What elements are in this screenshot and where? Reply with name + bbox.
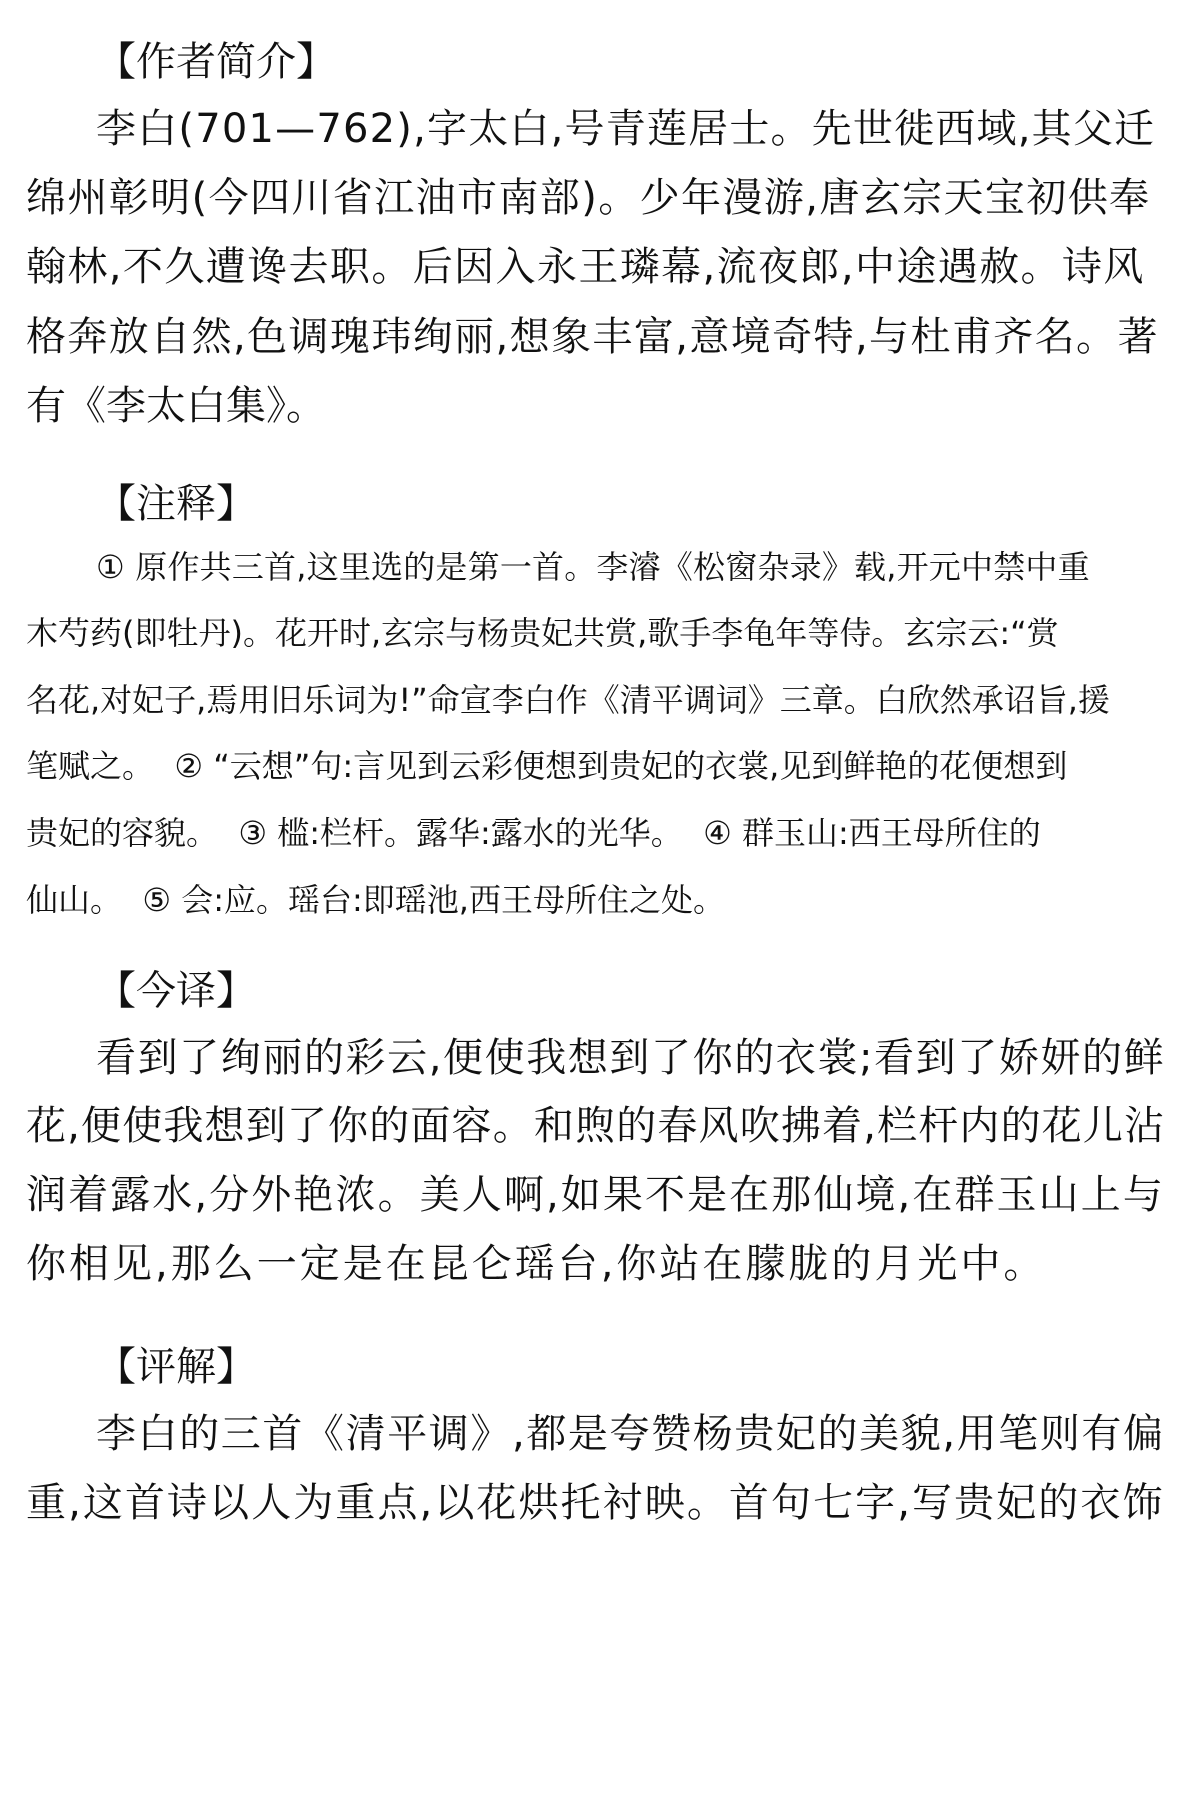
translation-heading: 【今译】: [96, 968, 256, 1014]
notes-line-1: ① 原作共三首,这里选的是第一首。李濬《松窗杂录》载,开元中禁中重: [96, 548, 1090, 586]
notes-heading: 【注释】: [96, 481, 256, 527]
intro-heading: 【作者简介】: [96, 39, 336, 85]
notes-line-5: 贵妃的容貌。 ③ 槛:栏杆。露华:露水的光华。 ④ 群玉山:西王母所住的: [26, 814, 1041, 852]
intro-line-1: 李白(701—762),字太白,号青莲居士。先世徙西域,其父迁: [96, 106, 1156, 152]
notes-line-3: 名花,对妃子,焉用旧乐词为!”命宣李白作《清平调词》三章。白欣然承诏旨,援: [26, 681, 1110, 719]
notes-line-2: 木芍药(即牡丹)。花开时,玄宗与杨贵妃共赏,歌手李龟年等侍。玄宗云:“赏: [26, 614, 1059, 652]
translation-line-1: 看到了绚丽的彩云,便使我想到了你的衣裳;看到了娇妍的鲜: [96, 1035, 1166, 1081]
intro-line-4: 格奔放自然,色调瑰玮绚丽,想象丰富,意境奇特,与杜甫齐名。著: [26, 314, 1159, 360]
intro-line-3: 翰林,不久遭谗去职。后因入永王璘幕,流夜郎,中途遇赦。诗风: [26, 244, 1145, 290]
intro-line-2: 绵州彰明(今四川省江油市南部)。少年漫游,唐玄宗天宝初供奉: [26, 175, 1151, 221]
commentary-heading: 【评解】: [96, 1344, 256, 1390]
notes-line-6: 仙山。 ⑤ 会:应。瑶台:即瑶池,西王母所住之处。: [26, 881, 725, 919]
notes-line-4: 笔赋之。 ② “云想”句:言见到云彩便想到贵妃的衣裳,见到鲜艳的花便想到: [26, 747, 1068, 785]
translation-line-4: 你相见,那么一定是在昆仑瑶台,你站在朦胧的月光中。: [26, 1241, 1047, 1287]
commentary-line-1: 李白的三首《清平调》,都是夸赞杨贵妃的美貌,用笔则有偏: [96, 1411, 1165, 1457]
commentary-line-2: 重,这首诗以人为重点,以花烘托衬映。首句七字,写贵妃的衣饰: [26, 1480, 1165, 1526]
translation-line-2: 花,便使我想到了你的面容。和煦的春风吹拂着,栏杆内的花儿沾: [26, 1103, 1166, 1149]
intro-line-5: 有《李太白集》。: [26, 383, 326, 429]
translation-line-3: 润着露水,分外艳浓。美人啊,如果不是在那仙境,在群玉山上与: [26, 1172, 1165, 1218]
